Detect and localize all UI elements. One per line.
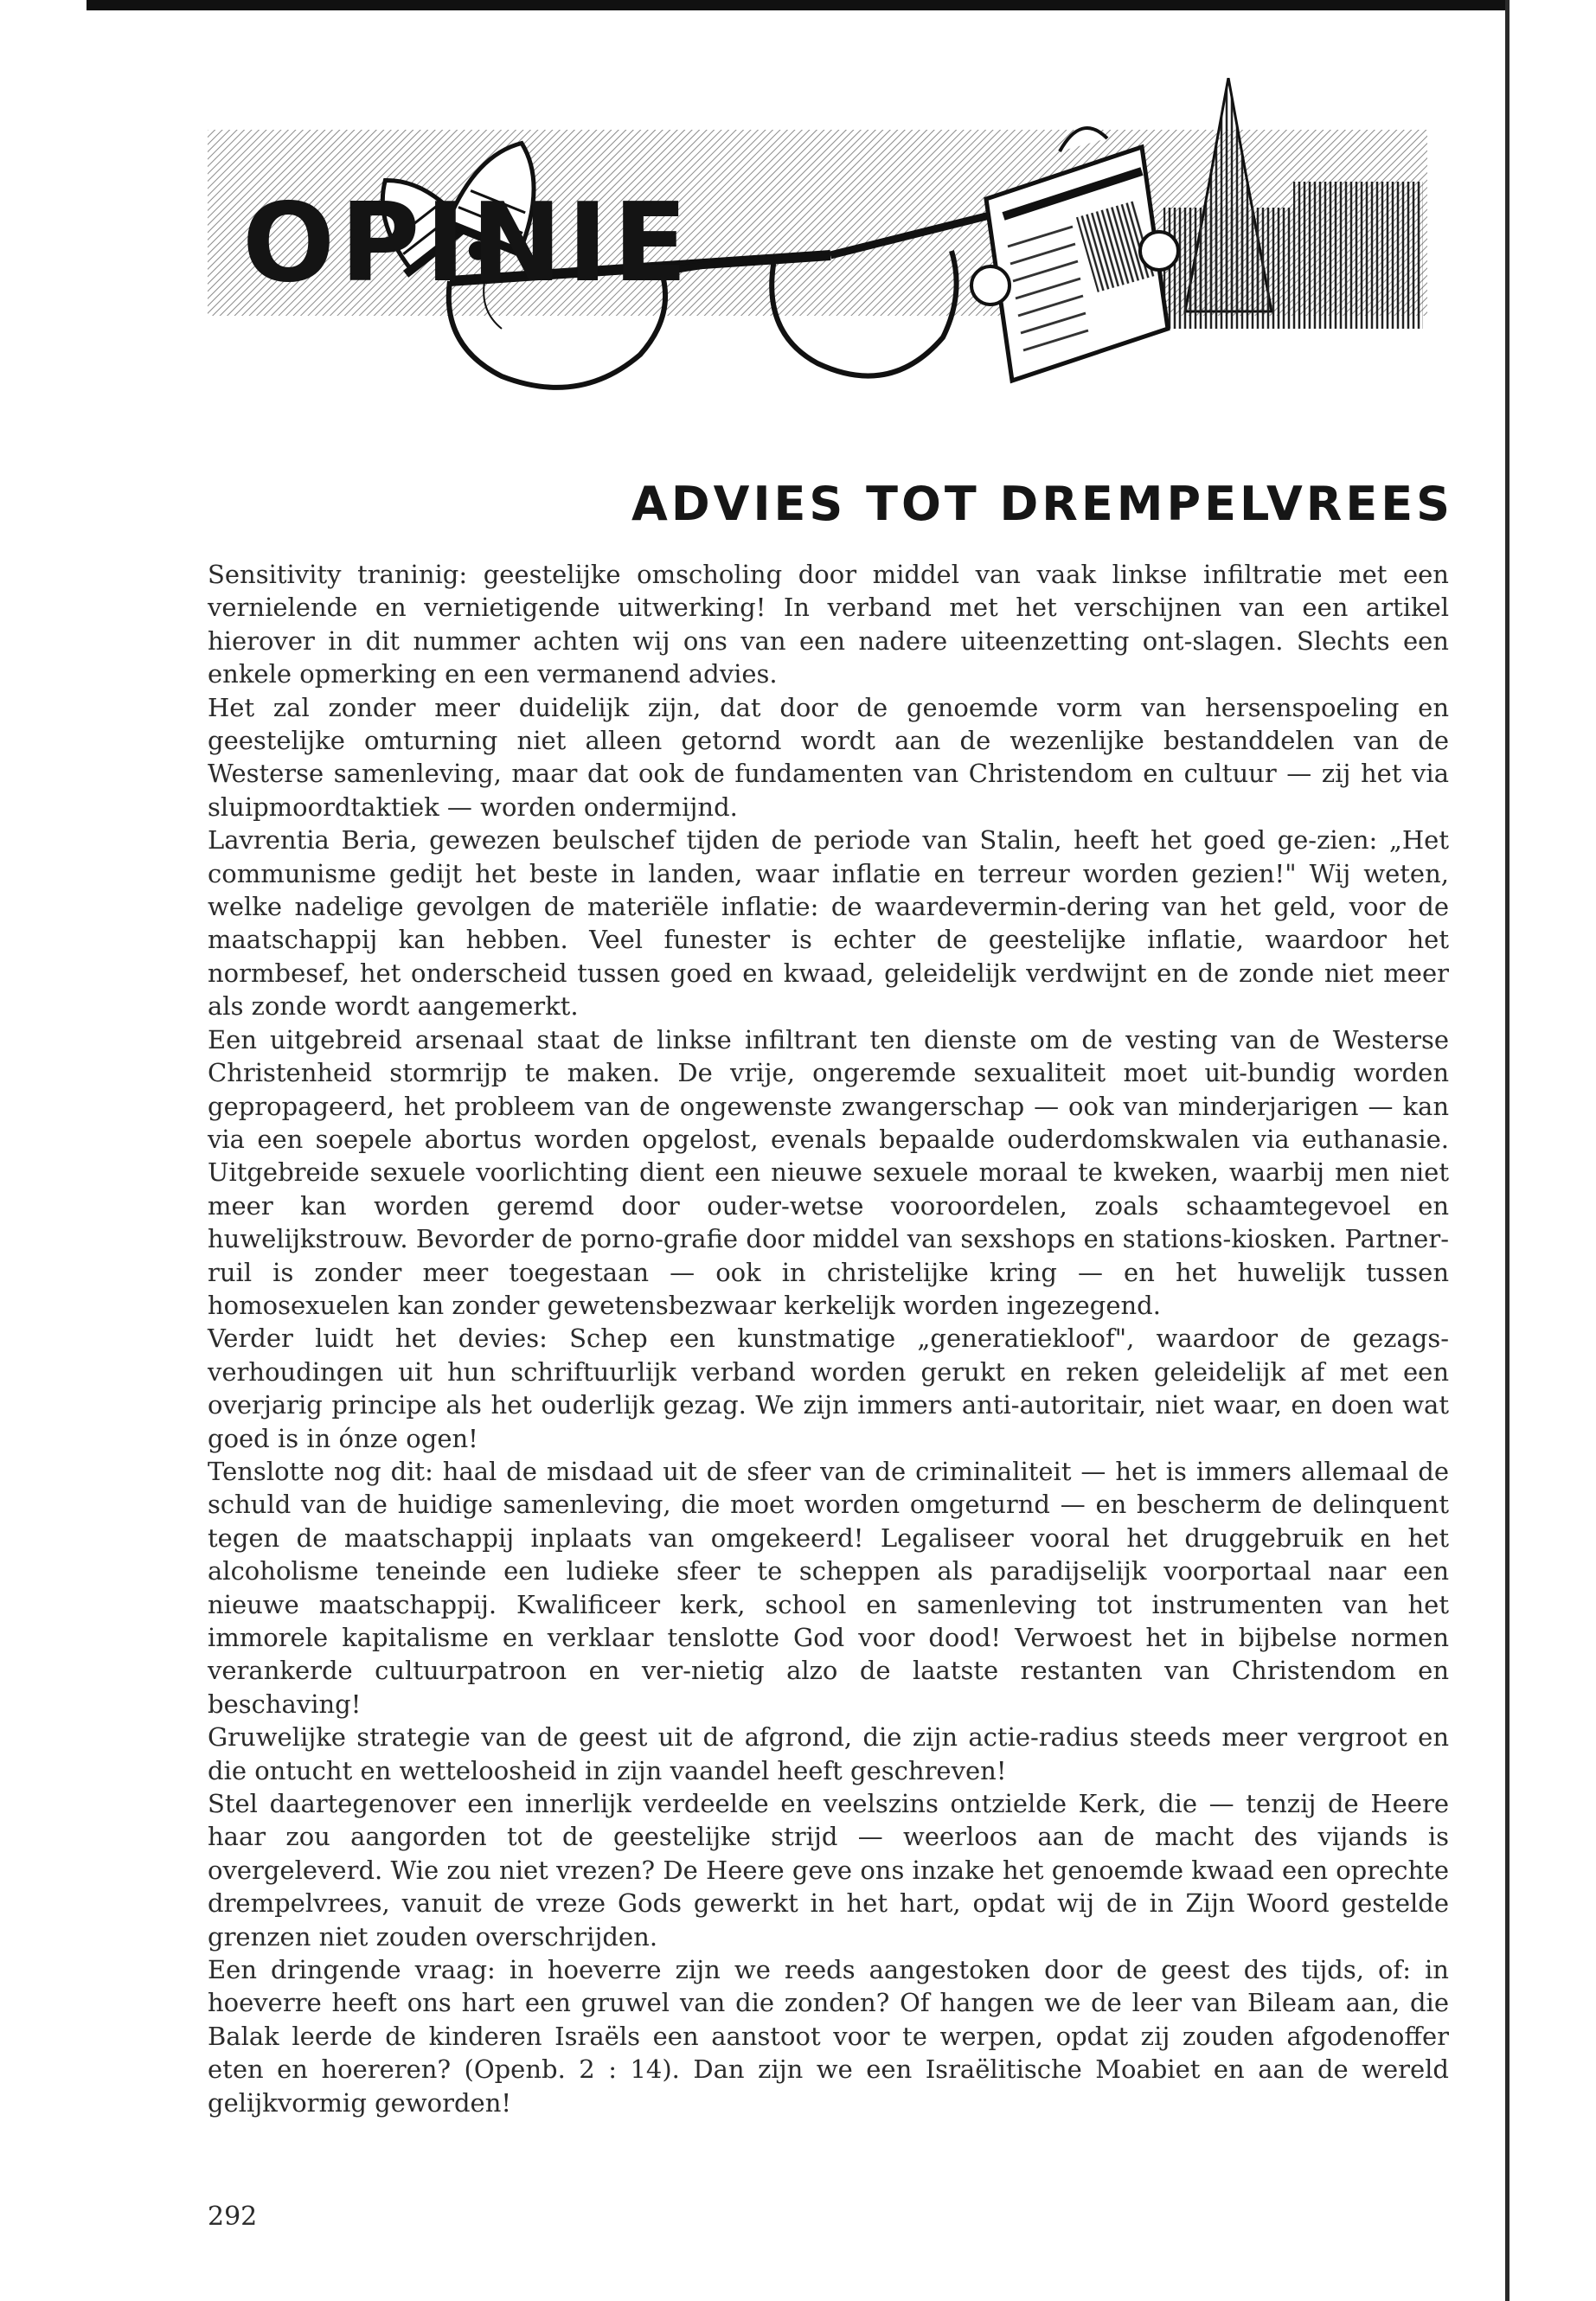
- top-border-rule: [87, 0, 1509, 10]
- right-border-rule: [1505, 0, 1509, 2301]
- article-paragraph: Gruwelijke strategie van de geest uit de afgrond, die zijn actie-radius steeds meer vergroot en die ontucht en wetteloosheid in zijn vaandel heeft geschreven!: [208, 1722, 1449, 1785]
- article-paragraph: Sensitivity traninig: geestelijke omscholing door middel van vaak linkse infiltratie met een vernielende en vernietigende uitwerking! In verband met het verschijnen van een artikel hierover in dit nummer achten wij ons van een nadere uiteenzetting ont-slagen. Slechts een enkele opmerking en een vermanend advies.: [208, 560, 1449, 689]
- article-body: [208, 558, 1449, 2119]
- article-paragraph: Stel daartegenover een innerlijk verdeelde en veelszins ontzielde Kerk, die — tenzij de Heere haar zou aangorden tot de geestelijke strijd — weerloos aan de macht des vijands is overgeleverd. Wie zou niet vrezen? De Heere geve ons inzake het genoemde kwaad een oprechte drempelvrees, vanuit de vreze Gods gewerkt in het hart, opdat wij de in Zijn Woord gestelde grenzen niet zouden overschrijden.: [208, 1789, 1449, 1952]
- article-title: ADVIES TOT DREMPELVREES: [631, 477, 1453, 532]
- article-paragraph: Een uitgebreid arsenaal staat de linkse infiltrant ten dienste om de vesting van de Westerse Christenheid stormrijp te maken. De vrije, ongeremde sexualiteit moet uit-bundig worden gepropageerd, het probleem van de ongewenste zwangerschap — ook van minderjarigen — kan via een soepele abortus worden opgelost, evenals bepaalde ouderdomskwalen via euthanasie. Uitgebreide sexuele voorlichting dient een nieuwe sexuele moraal te kweken, waarbij men niet meer kan worden geremd door ouder-wetse vooroordelen, zoals schaamtegevoel en huwelijkstrouw. Bevorder de porno-grafie door middel van sexshops en stations-kiosken. Partner-ruil is zonder meer toegestaan — ook in christelijke kring — en het huwelijk tussen homosexuelen kan zonder gewetensbezwaar kerkelijk worden ingezegend.: [208, 1024, 1449, 1320]
- section-heading-opinie: OPINIE: [242, 179, 693, 306]
- article-paragraph: Een dringende vraag: in hoeverre zijn we reeds aangestoken door de geest des tijds, of: in hoeverre heeft ons hart een gruwel van die zonden? Of hangen we de leer van Bileam aan, die Balak leerde de kinderen Israëls een aanstoot voor te werpen, opdat zij zouden afgodenoffer eten en hoereren? (Openb. 2 : 14). Dan zijn we een Israëlitische Moabiet en aan de wereld gelijkvormig geworden!: [208, 1955, 1449, 2118]
- article-paragraph: Tenslotte nog dit: haal de misdaad uit de sfeer van de criminaliteit — het is immers allemaal de schuld van de huidige samenleving, die moet worden omgeturnd — en bescherm de delinquent tegen de maatschappij inplaats van omgekeerd! Legaliseer vooral het druggebruik en het alcoholisme teneinde een ludieke sfeer te scheppen als paradijselijk voorportaal naar een nieuwe maatschappij. Kwalificeer kerk, school en samenleving tot instrumenten van het immorele kapitalisme en verklaar tenslotte God voor dood! Verwoest het in bijbelse normen verankerde cultuurpatroon en ver-nietig alzo de laatste restanten van Christendom en beschaving!: [208, 1456, 1449, 1719]
- article-paragraph: Het zal zonder meer duidelijk zijn, dat door de genoemde vorm van hersenspoeling en geestelijke omturning niet alleen getornd wordt aan de wezenlijke bestanddelen van de Westerse samenleving, maar dat ook de fundamenten van Christendom en cultuur — zij het via sluipmoordtaktiek — worden ondermijnd.: [208, 692, 1449, 822]
- article-paragraph: Verder luidt het devies: Schep een kunstmatige „generatiekloof", waardoor de gezags-verhoudingen uit hun schriftuurlijk verband worden gerukt en reken geleidelijk af met een overjarig principe als het ouderlijk gezag. We zijn immers anti-autoritair, niet waar, en doen wat goed is in ónze ogen!: [208, 1324, 1449, 1453]
- page-number: 292: [208, 2202, 258, 2232]
- article-paragraph: Lavrentia Beria, gewezen beulschef tijden de periode van Stalin, heeft het goed ge-zien: „Het communisme gedijt het beste in landen, waar inflatie en terreur worden gezien!" Wij weten, welke nadelige gevolgen de materiële inflatie: de waardevermin-dering van het geld, voor de maatschappij kan hebben. Veel funester is echter de geestelijke inflatie, waardoor het normbesef, het onderscheid tussen goed en kwaad, geleidelijk verdwijnt en de zonde niet meer als zonde wordt aangemerkt.: [208, 825, 1449, 1022]
